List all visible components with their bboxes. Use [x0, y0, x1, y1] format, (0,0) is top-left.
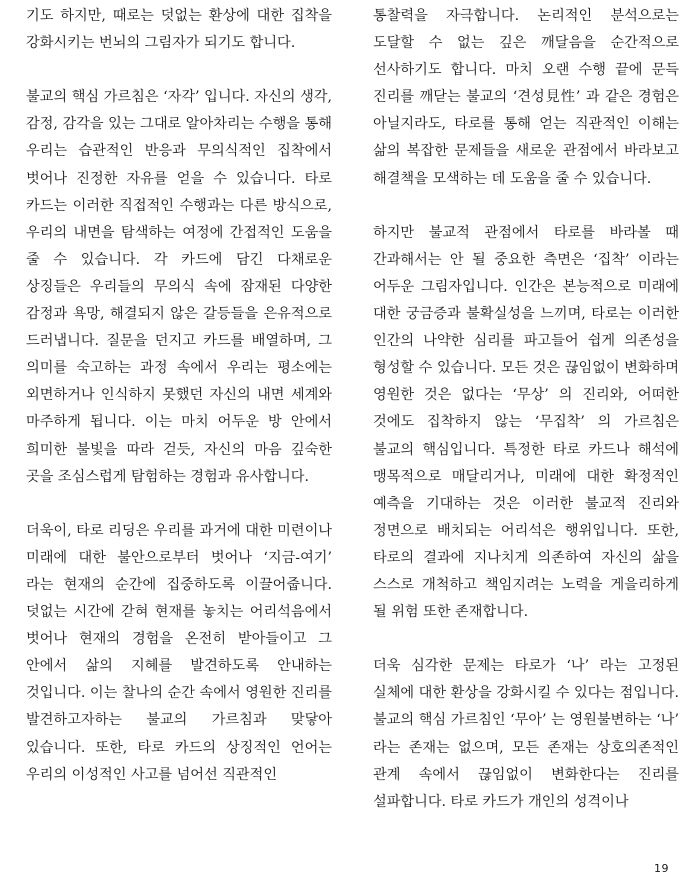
paragraph: 통찰력을 자극합니다. 논리적인 분석으로는 도달할 수 없는 깊은 깨달음을 순간적으로 선사하기도 합니다. 마치 오랜 수행 끝에 문득 진리를 깨닫는 불교의 ‘견성見性’ 과 같은 경험은 아닐지라도, 타로를 통해 얻는 직관적인 이해는 삶의 복잡한 문제들을 새로운 관점에서 바라보고 해결책을 모색하는 데 도움을 줄 수 있습니다.: [373, 8, 679, 187]
page-number: 19: [654, 862, 669, 875]
paragraph: 하지만 불교적 관점에서 타로를 바라볼 때 간과해서는 안 될 중요한 측면은 ‘집착’ 이라는 어두운 그림자입니다. 인간은 본능적으로 미래에 대한 궁금증과 불확실성을 느끼며, 타로는 이러한 인간의 나약한 심리를 파고들어 쉽게 의존성을 형성할 수 있습니다. 모든 것은 끊임없이 변화하며 영원한 것은 없다는 ‘무상’ 의 진리와, 어떠한 것에도 집착하지 않는 ‘무집착’ 의 가르침은 불교의 핵심입니다. 특정한 타로 카드나 해석에 맹목적으로 매달리거나, 미래에 대한 확정적인 예측을 기대하는 것은 이러한 불교적 진리와 정면으로 배치되는 어리석은 행위입니다. 또한, 타로의 결과에 지나치게 의존하여 자신의 삶을 스스로 개척하고 책임지려는 노력을 게을리하게 될 위험 또한 존재합니다.: [373, 224, 679, 621]
paragraph: 기도 하지만, 때로는 덧없는 환상에 대한 집착을 강화시키는 번뇌의 그림자가 되기도 합니다.: [26, 8, 332, 52]
paragraph: 더욱이, 타로 리딩은 우리를 과거에 대한 미련이나 미래에 대한 불안으로부터 벗어나 ‘지금-여기’ 라는 현재의 순간에 집중하도록 이끌어줍니다. 덧없는 시간에 갇혀 현재를 놓치는 어리석음에서 벗어나 현재의 경험을 온전히 받아들이고 그 안에서 삶의 지혜를 발견하도록 안내하는 것입니다. 이는 찰나의 순간 속에서 영원한 진리를 발견하고자하는 불교의 가르침과 맞닿아 있습니다. 또한, 타로 카드의 상징적인 언어는 우리의 이성적인 사고를 넘어선 직관적인: [26, 522, 332, 783]
paragraph: 불교의 핵심 가르침은 ‘자각’ 입니다. 자신의 생각, 감정, 감각을 있는 그대로 알아차리는 수행을 통해 우리는 습관적인 반응과 무의식적인 집착에서 벗어나 진정한 자유를 얻을 수 있습니다. 타로 카드는 이러한 직접적인 수행과는 다른 방식으로, 우리의 내면을 탐색하는 여정에 간접적인 도움을 줄 수 있습니다. 각 카드에 담긴 다채로운 상징들은 우리들의 무의식 속에 잠재된 다양한 감정과 욕망, 해결되지 않은 갈등들을 은유적으로 드러냅니다. 질문을 던지고 카드를 배열하며, 그 의미를 숙고하는 과정 속에서 우리는 평소에는 외면하거나 인식하지 못했던 자신의 내면 세계와 마주하게 됩니다. 이는 마치 어두운 방 안에서 희미한 불빛을 따라 걷듯, 자신의 마음 깊숙한 곳을 조심스럽게 탐험하는 경험과 유사합니다.: [26, 89, 332, 485]
right-column: [373, 3, 679, 843]
paragraph: 더욱 심각한 문제는 타로가 ‘나’ 라는 고정된 실체에 대한 환상을 강화시킬 수 있다는 점입니다. 불교의 핵심 가르침인 ‘무아’ 는 영원불변하는 ‘나’ 라는 존재는 없으며, 모든 존재는 상호의존적인 관계 속에서 끊임없이 변화한다는 진리를 설파합니다. 타로 카드가 개인의 성격이나: [373, 658, 679, 810]
left-column: [26, 3, 332, 816]
